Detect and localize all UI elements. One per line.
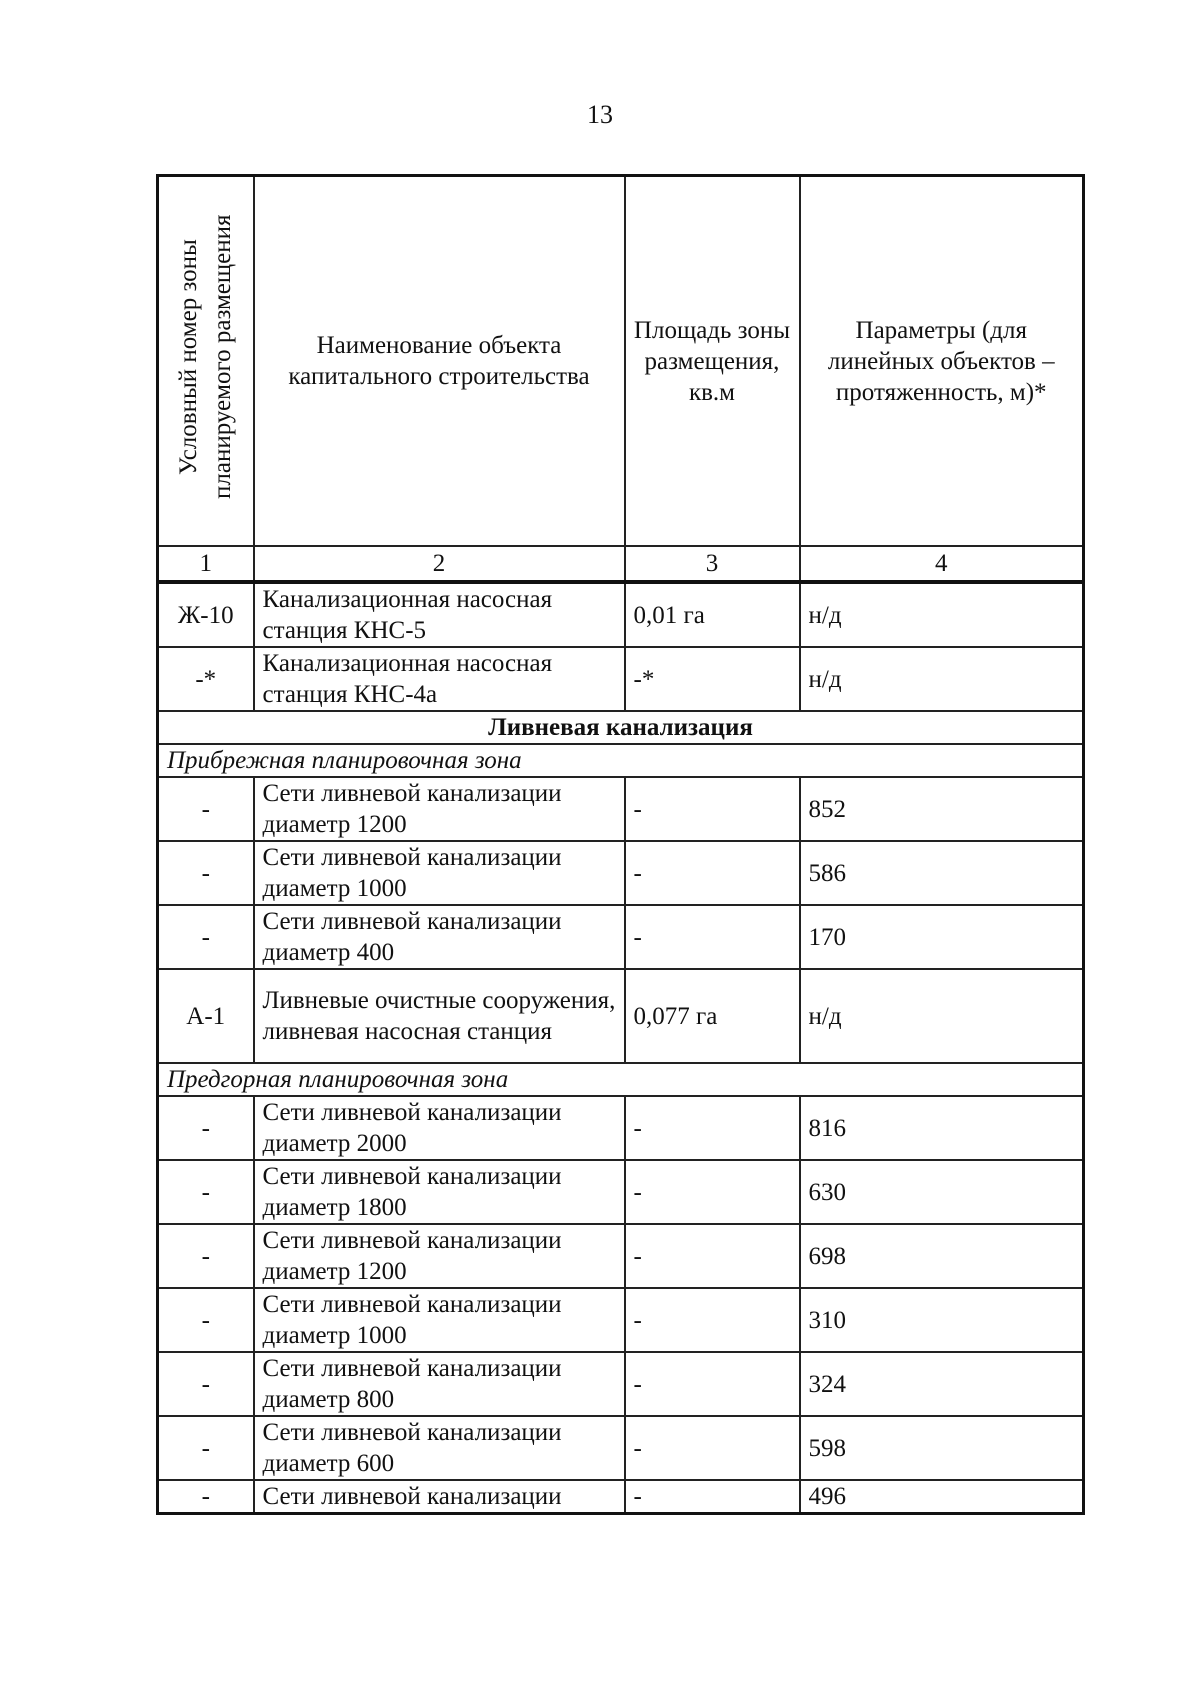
cell-area: - xyxy=(625,1096,800,1160)
cell-code: Ж-10 xyxy=(158,582,254,647)
cell-param: 816 xyxy=(800,1096,1084,1160)
table-row xyxy=(158,905,1084,969)
header-area: Площадь зоны размещения, кв.м xyxy=(625,176,800,547)
column-number: 3 xyxy=(625,546,800,582)
cell-area: 0,01 га xyxy=(625,582,800,647)
cell-area: - xyxy=(625,1352,800,1416)
cell-code: - xyxy=(158,905,254,969)
cell-name: Сети ливневой канализации диаметр 800 xyxy=(254,1352,625,1416)
zone-title-row xyxy=(158,1063,1084,1096)
cell-name: Сети ливневой канализации диаметр 1800 xyxy=(254,1160,625,1224)
cell-name: Ливневые очистные сооружения, ливневая насосная станция xyxy=(254,969,625,1063)
cell-area: 0,077 га xyxy=(625,969,800,1063)
table-header-row xyxy=(158,176,1084,547)
table-row xyxy=(158,1288,1084,1352)
cell-code: -* xyxy=(158,647,254,711)
cell-name: Сети ливневой канализации диаметр 400 xyxy=(254,905,625,969)
cell-code: - xyxy=(158,1096,254,1160)
zone-title: Прибрежная планировочная зона xyxy=(158,744,1084,777)
cell-code: - xyxy=(158,777,254,841)
cell-code: - xyxy=(158,1288,254,1352)
objects-table xyxy=(156,174,1085,1515)
cell-param: н/д xyxy=(800,582,1084,647)
cell-code: А-1 xyxy=(158,969,254,1063)
cell-param: н/д xyxy=(800,969,1084,1063)
table-row xyxy=(158,1160,1084,1224)
cell-code: - xyxy=(158,841,254,905)
cell-param: 324 xyxy=(800,1352,1084,1416)
column-number: 4 xyxy=(800,546,1084,582)
cell-name: Сети ливневой канализации диаметр 2000 xyxy=(254,1096,625,1160)
table-row xyxy=(158,582,1084,647)
table-row xyxy=(158,1096,1084,1160)
column-number: 2 xyxy=(254,546,625,582)
zone-title: Предгорная планировочная зона xyxy=(158,1063,1084,1096)
cell-name: Сети ливневой канализации диаметр 1000 xyxy=(254,841,625,905)
cell-param: 852 xyxy=(800,777,1084,841)
column-number: 1 xyxy=(158,546,254,582)
section-title: Ливневая канализация xyxy=(158,711,1084,744)
cell-name: Канализационная насосная станция КНС-4а xyxy=(254,647,625,711)
header-zone-number: Условный номер зоны планируемого размещения xyxy=(158,176,254,547)
cell-area: - xyxy=(625,1160,800,1224)
cell-area: - xyxy=(625,777,800,841)
cell-name: Сети ливневой канализации диаметр 1200 xyxy=(254,1224,625,1288)
cell-name: Канализационная насосная станция КНС-5 xyxy=(254,582,625,647)
column-numbers-row xyxy=(158,546,1084,582)
cell-area: - xyxy=(625,841,800,905)
cell-param: н/д xyxy=(800,647,1084,711)
header-parameters: Параметры (для линейных объектов – протяженность, м)* xyxy=(800,176,1084,547)
cell-code: - xyxy=(158,1160,254,1224)
cell-area: - xyxy=(625,1288,800,1352)
cell-param: 310 xyxy=(800,1288,1084,1352)
cell-area: -* xyxy=(625,647,800,711)
header-object-name: Наименование объекта капитального строительства xyxy=(254,176,625,547)
cell-code: - xyxy=(158,1480,254,1514)
cell-param: 630 xyxy=(800,1160,1084,1224)
cell-param: 586 xyxy=(800,841,1084,905)
cell-param: 598 xyxy=(800,1416,1084,1480)
cell-area: - xyxy=(625,1224,800,1288)
zone-title-row xyxy=(158,744,1084,777)
cell-name: Сети ливневой канализации диаметр 600 xyxy=(254,1416,625,1480)
table-row xyxy=(158,969,1084,1063)
table-row xyxy=(158,841,1084,905)
cell-code: - xyxy=(158,1224,254,1288)
table-row xyxy=(158,1480,1084,1514)
section-title-row xyxy=(158,711,1084,744)
cell-area: - xyxy=(625,1480,800,1514)
table-row xyxy=(158,647,1084,711)
cell-param: 496 xyxy=(800,1480,1084,1514)
table-row xyxy=(158,1224,1084,1288)
page-number: 13 xyxy=(587,100,613,129)
cell-param: 170 xyxy=(800,905,1084,969)
cell-area: - xyxy=(625,1416,800,1480)
table-row xyxy=(158,1416,1084,1480)
cell-code: - xyxy=(158,1416,254,1480)
cell-area: - xyxy=(625,905,800,969)
table-row xyxy=(158,777,1084,841)
cell-name: Сети ливневой канализации диаметр 1000 xyxy=(254,1288,625,1352)
table-row xyxy=(158,1352,1084,1416)
cell-name: Сети ливневой канализации диаметр 1200 xyxy=(254,777,625,841)
cell-param: 698 xyxy=(800,1224,1084,1288)
cell-code: - xyxy=(158,1352,254,1416)
cell-name: Сети ливневой канализации xyxy=(254,1480,625,1514)
